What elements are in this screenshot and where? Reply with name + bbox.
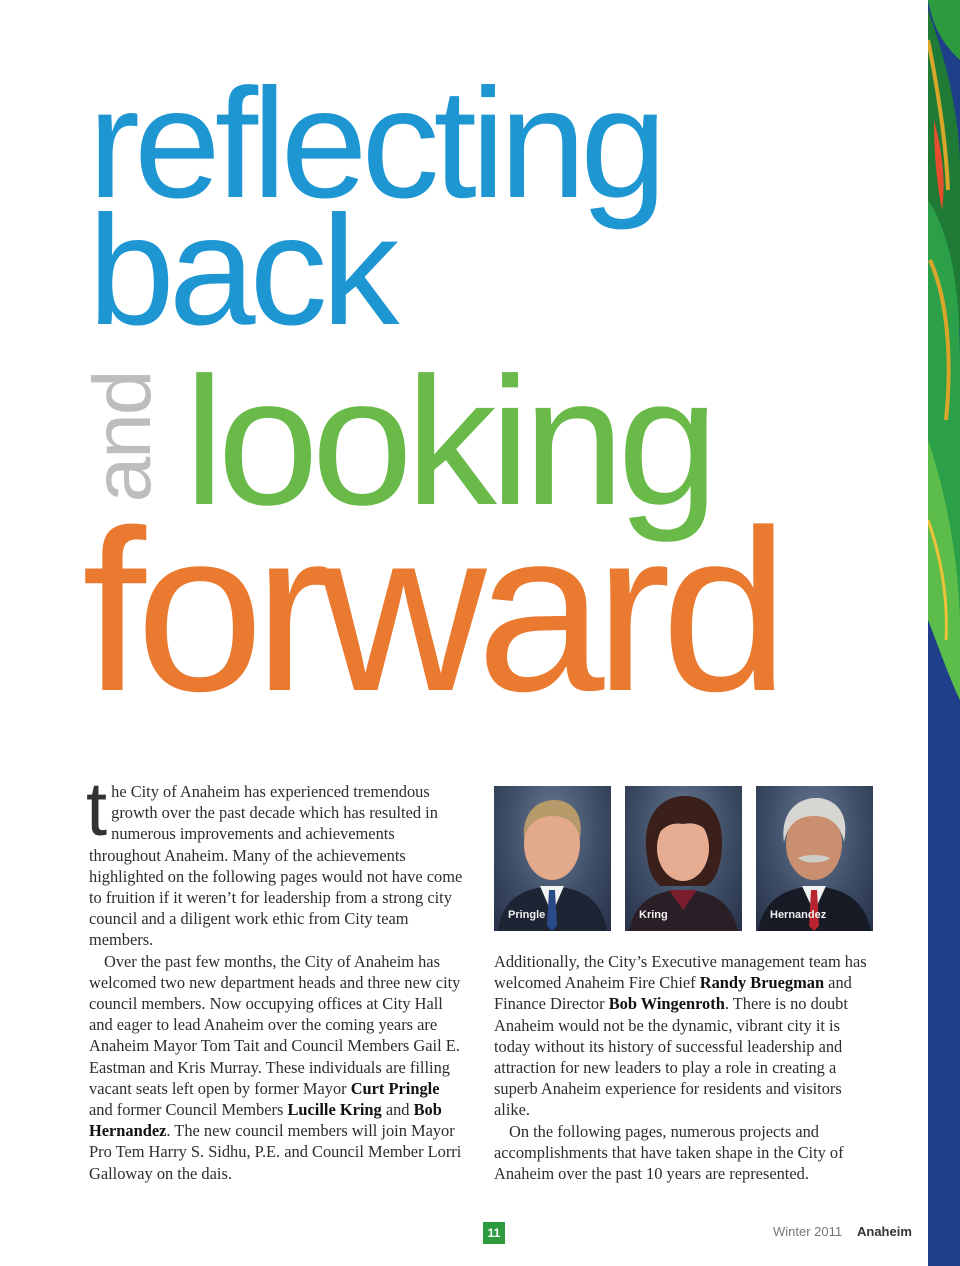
side-decorative-band bbox=[928, 0, 960, 1266]
executive-text-2: and Finance Director bbox=[494, 973, 852, 1014]
photo-caption-kring: Kring bbox=[639, 909, 668, 921]
photo-caption-hernandez: Hernandez bbox=[770, 909, 827, 921]
council-text-1: Over the past few months, the City of Anaheim has welcomed two new department heads and three new city council members. Now occupying offices at City Hall and eager to lead Anaheim over the coming years are Anaheim Mayor Tom Tait and Council Members Gail E. Eastman and Kris Murray. These individuals are filling vacant seats left open by former Mayor bbox=[89, 951, 461, 1098]
council-text-4: . The new council members will join Mayor Pro Tem Harry S. Sidhu, P.E. and Council Member Lorri Galloway on the dais. bbox=[89, 1121, 462, 1183]
name-lucille-kring: Lucille Kring bbox=[287, 1100, 382, 1120]
photo-caption-pringle: Pringle bbox=[508, 909, 546, 921]
name-bob-wingenroth: Bob Wingenroth bbox=[608, 994, 725, 1014]
headline-reflecting: reflecting bbox=[88, 57, 661, 231]
article-left-column bbox=[86, 767, 465, 1184]
headline-back: back bbox=[88, 184, 394, 358]
headline-looking: looking bbox=[184, 339, 712, 543]
page-number: 11 bbox=[483, 1222, 505, 1244]
intro-text: he City of Anaheim has experienced tremendous growth over the past decade which has resulted in numerous improvements and achievements throughout Anaheim. Many of the achievements highlighted on the following pages would not have come to fruition if it weren’t for leadership from a strong city council and a diligent work ethic from City team members. bbox=[89, 782, 463, 950]
headline-forward: forward bbox=[82, 482, 779, 739]
executive-text-3: . There is no doubt Anaheim would not be the dynamic, vibrant city it is today without its history of successful leadership and attraction for new leaders to play a role in creating a superb Anaheim experience for residents and visitors alike. bbox=[494, 994, 848, 1120]
drop-cap: t bbox=[86, 767, 108, 852]
headline-and-text: and bbox=[77, 371, 168, 503]
article-right-column bbox=[494, 951, 872, 1184]
name-randy-bruegman: Randy Bruegman bbox=[699, 973, 825, 993]
footer-issue: Winter 2011 bbox=[773, 1224, 843, 1239]
council-text-3: and bbox=[381, 1100, 414, 1120]
name-curt-pringle: Curt Pringle bbox=[350, 1078, 440, 1098]
footer-brand: Anaheim bbox=[857, 1224, 912, 1239]
name-bob-hernandez: Bob Hernandez bbox=[89, 1100, 442, 1141]
photo-hernandez bbox=[756, 786, 873, 931]
article-paragraph-intro bbox=[86, 767, 465, 951]
council-text-2: and former Council Members bbox=[89, 1100, 288, 1120]
article-paragraph-council bbox=[89, 951, 465, 1184]
article-paragraph-executive bbox=[494, 951, 872, 1121]
article-paragraph-closing: On the following pages, numerous projects and accomplishments that have taken shape in the City of Anaheim over the past 10 years are represented. bbox=[494, 1121, 844, 1184]
photo-pringle bbox=[494, 786, 611, 931]
photo-kring bbox=[625, 786, 742, 931]
executive-text-1: Additionally, the City’s Executive management team has welcomed Anaheim Fire Chief bbox=[494, 952, 867, 993]
